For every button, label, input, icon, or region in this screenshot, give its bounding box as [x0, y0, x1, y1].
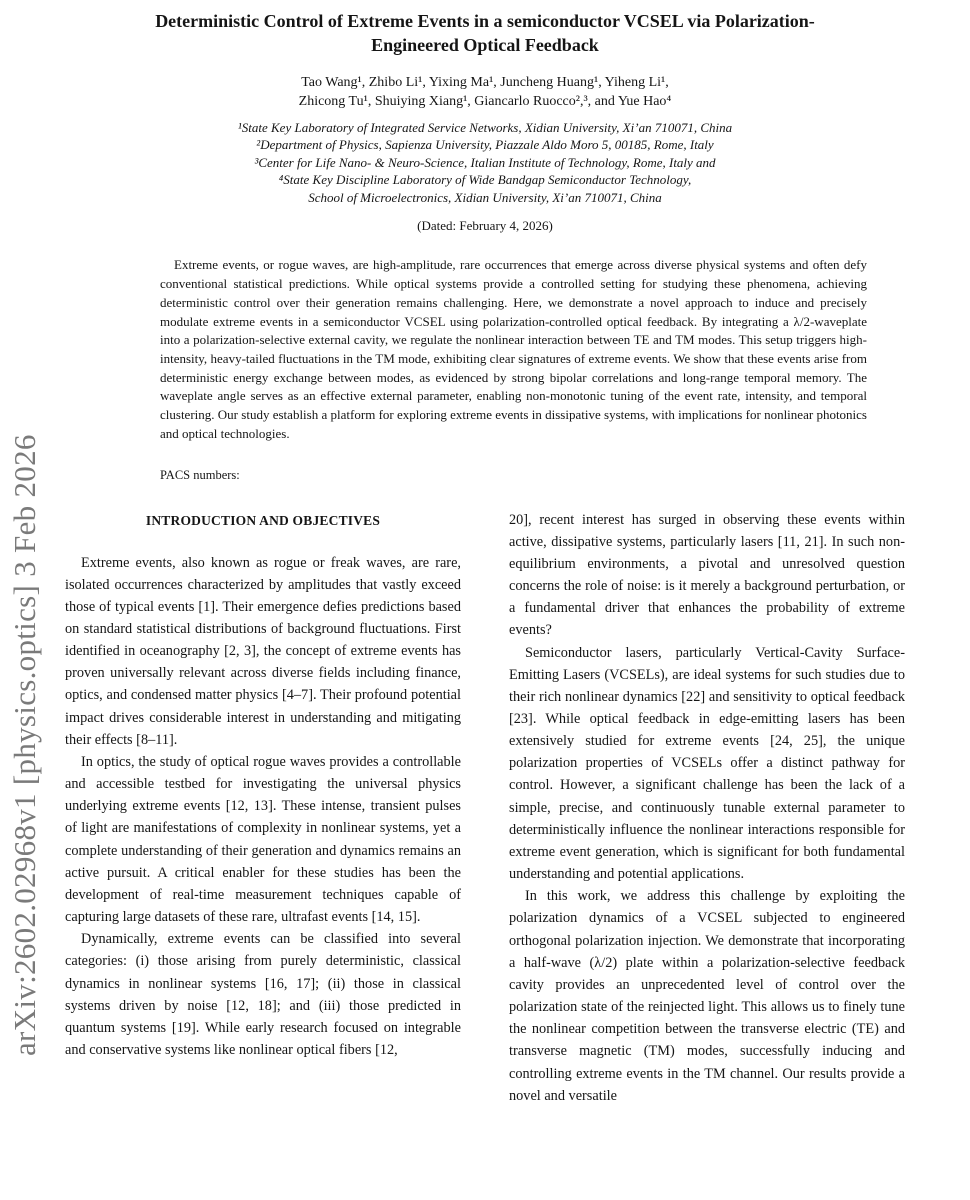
affiliation-line-5: School of Microelectronics, Xidian University, Xi’an 710071, China — [308, 189, 662, 205]
affiliations — [65, 119, 905, 207]
two-column-body — [65, 509, 905, 1107]
paper-title: Deterministic Control of Extreme Events in a semiconductor VCSEL via Polarization-Engineered Optical Feedback — [155, 11, 815, 55]
arxiv-watermark: arXiv:2602.02968v1 [physics.optics] 3 Feb 2026 — [7, 434, 42, 1056]
affiliation-line-2: ²Department of Physics, Sapienza University, Piazzale Aldo Moro 5, 00185, Rome, Italy — [256, 137, 714, 153]
affiliation-line-3: ³Center for Life Nano- & Neuro-Science, Italian Institute of Technology, Rome, Italy and — [254, 154, 716, 170]
affiliation-line-1: ¹State Key Laboratory of Integrated Service Networks, Xidian University, Xi’an 710071, China — [237, 119, 733, 135]
date-line: (Dated: February 4, 2026) — [417, 218, 553, 234]
paper-content — [65, 0, 905, 1107]
authors-line-1: Tao Wang¹, Zhibo Li¹, Yixing Ma¹, Juncheng Huang¹, Yiheng Li¹, — [301, 74, 669, 90]
affiliation-line-4: ⁴State Key Discipline Laboratory of Wide Bandgap Semiconductor Technology, — [278, 172, 692, 188]
authors-line-2: Zhicong Tu¹, Shuiying Xiang¹, Giancarlo Ruocco²,³, and Yue Hao⁴ — [298, 94, 672, 110]
pacs-line: PACS numbers: — [160, 467, 240, 482]
section-heading-introduction: INTRODUCTION AND OBJECTIVES — [145, 512, 381, 528]
right-column — [509, 509, 905, 1107]
paragraph-intro-5: In this work, we address this challenge by exploiting the polarization dynamics of a VCSEL subjected to engineered orthogonal polarization injection. We demonstrate that incorporating a half-wave (λ/2) plate within a polarization-selective feedback cavity provides an unprecedented level of control over the polarization state of the reinjected light. This allows us to finely tune the nonlinear competition between the transverse electric (TE) and transverse magnetic (TM) modes, successfully inducing and controlling extreme events in the TM channel. Our results provide a novel and versatile — [509, 888, 905, 1104]
paragraph-intro-3-continued: 20], recent interest has surged in observing these events within active, dissipative systems, particularly lasers [11, 21]. In such non-equilibrium environments, a pivotal and unresolved question concerns the role of noise: is it merely a background perturbation, or a fundamental driver that enhances the probability of extreme events? — [509, 511, 905, 639]
author-list — [65, 73, 905, 112]
paragraph-intro-2: In optics, the study of optical rogue waves provides a controllable and accessible testbed for investigating the universal physics underlying extreme events [12, 13]. These intense, transient pulses of light are manifestations of complexity in nonlinear systems, yet a complete understanding of their generation and dynamics remains an active pursuit. A critical enabler for these studies has been the development of real-time measurement techniques capable of capturing large datasets of these rare, ultrafast events [14, 15]. — [65, 753, 461, 926]
paragraph-intro-3: Dynamically, extreme events can be classified into several categories: (i) those arising from purely deterministic, classical dynamics in nonlinear systems [16, 17]; (ii) those in classical systems driven by noise [12, 18]; and (iii) those predicted in quantum systems [19]. While early research focused on integrable and conservative systems like nonlinear optical fibers [12, — [65, 931, 461, 1058]
abstract-text: Extreme events, or rogue waves, are high-amplitude, rare occurrences that emerge across diverse physical systems and often defy conventional statistical predictions. While optical systems provide a controlled setting for studying these phenomena, achieving deterministic control over their generation remains challenging. Here, we demonstrate a novel approach to induce and precisely modulate extreme events in a semiconductor VCSEL using polarization-controlled optical feedback. By integrating a λ/2-waveplate into a polarization-selective external cavity, we regulate the nonlinear interaction between TE and TM modes. This setup triggers high-intensity, heavy-tailed fluctuations in the TM mode, exhibiting clear signatures of extreme events. We show that these events arise from deterministic energy exchange between modes, as evidenced by strong bipolar correlations and long-range temporal memory. The waveplate angle serves as an effective external parameter, enabling non-monotonic tuning of the event rate, intensity, and temporal clustering. Our study establish a platform for exploring extreme events in dissipative systems, with implications for nonlinear photonics and optical technologies. — [160, 257, 867, 441]
paragraph-intro-4: Semiconductor lasers, particularly Vertical-Cavity Surface-Emitting Lasers (VCSELs), are ideal systems for such studies due to their rich nonlinear dynamics [22] and sensitivity to optical feedback [23]. While optical feedback in edge-emitting lasers has been extensively studied for extreme events [24, 25], the unique polarization properties of VCSELs offer a distinct pathway for control. However, a significant challenge has been the lack of a simple, precise, and continuously tunable external parameter to deterministically influence the nonlinear interactions responsible for extreme event generation, which is significant for both fundamental understanding and potential applications. — [509, 644, 905, 883]
paragraph-intro-1: Extreme events, also known as rogue or freak waves, are rare, isolated occurrences characterized by amplitudes that vastly exceed those of typical events [1]. Their emergence defies predictions based on standard statistical distributions of background fluctuations. First identified in oceanography [2, 3], the concept of extreme events has proven universally relevant across diverse fields including finance, optics, and condensed matter physics [4–7]. Their profound potential impact drives considerable interest in understanding and mitigating their effects [8–11]. — [65, 554, 461, 748]
left-column — [65, 509, 461, 1107]
